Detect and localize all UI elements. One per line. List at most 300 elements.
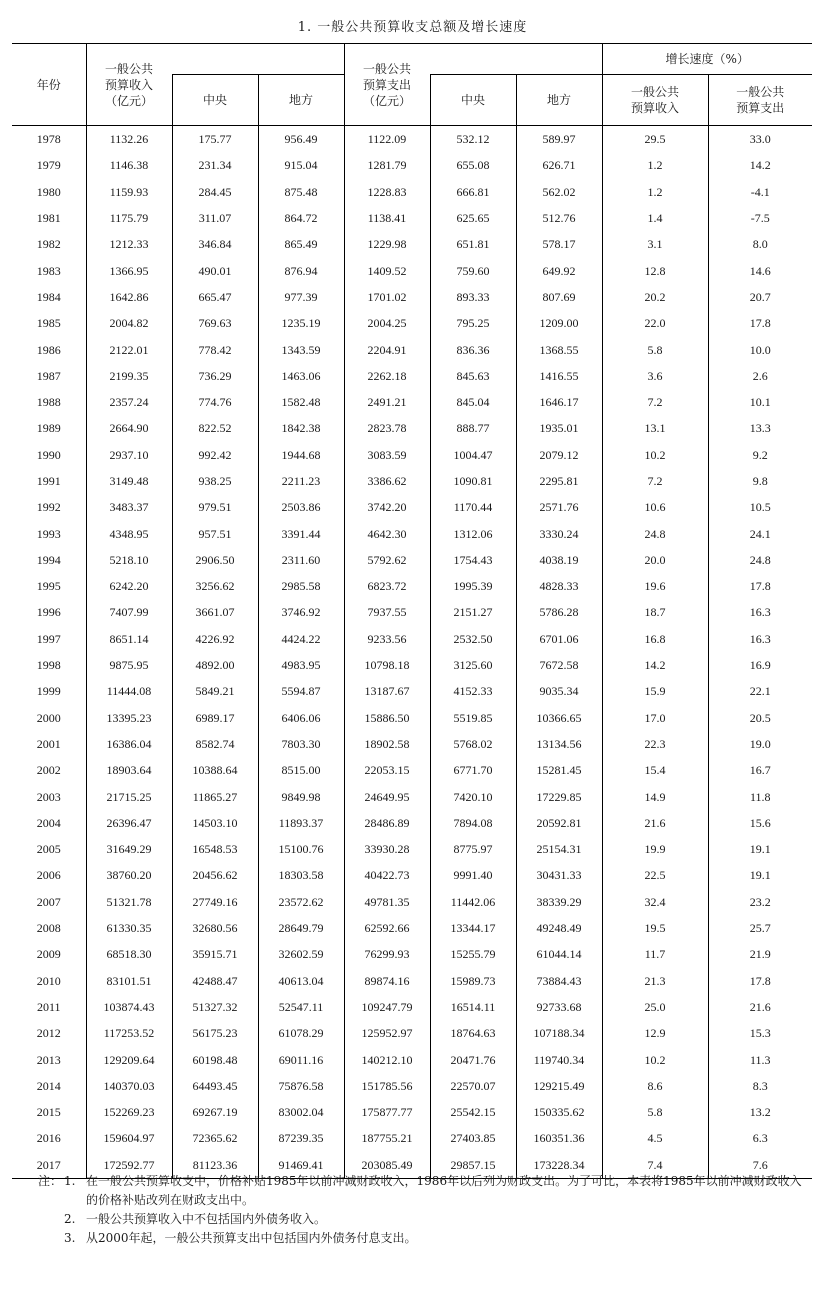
cell-expenditure-central: 532.12 bbox=[430, 126, 516, 153]
cell-year: 1980 bbox=[36, 184, 61, 199]
cell-expenditure-central: 666.81 bbox=[430, 179, 516, 205]
cell-expenditure-local: 4828.33 bbox=[516, 573, 602, 599]
table-row bbox=[12, 520, 812, 546]
cell-expenditure-central: 25542.15 bbox=[430, 1099, 516, 1125]
table-row bbox=[12, 994, 812, 1020]
cell-revenue-local: 83002.04 bbox=[258, 1099, 344, 1125]
table-row bbox=[12, 415, 812, 441]
cell-expenditure: 175877.77 bbox=[344, 1099, 430, 1125]
cell-expenditure-local: 4038.19 bbox=[516, 547, 602, 573]
cell-revenue: 4348.95 bbox=[86, 520, 172, 546]
header-expenditure-group bbox=[430, 44, 602, 75]
footnote-1 bbox=[38, 1172, 813, 1210]
cell-year: 1989 bbox=[36, 421, 61, 436]
cell-expenditure-local: 173228.34 bbox=[516, 1152, 602, 1179]
cell-year: 1994 bbox=[36, 552, 61, 567]
table-row bbox=[12, 468, 812, 494]
cell-revenue-local: 75876.58 bbox=[258, 1073, 344, 1099]
cell-expenditure: 140212.10 bbox=[344, 1046, 430, 1072]
header-revenue-local: 地方 bbox=[258, 75, 344, 126]
cell-growth-expenditure: 11.3 bbox=[708, 1046, 812, 1072]
cell-revenue-local: 2503.86 bbox=[258, 494, 344, 520]
cell-revenue-local: 865.49 bbox=[258, 231, 344, 257]
cell-revenue-local: 23572.62 bbox=[258, 889, 344, 915]
cell-revenue-central: 72365.62 bbox=[172, 1125, 258, 1151]
cell-revenue-local: 3391.44 bbox=[258, 520, 344, 546]
cell-year: 1995 bbox=[36, 579, 61, 594]
cell-growth-revenue: 7.2 bbox=[602, 389, 708, 415]
cell-expenditure-central: 759.60 bbox=[430, 257, 516, 283]
cell-revenue-local: 40613.04 bbox=[258, 968, 344, 994]
footnote-3 bbox=[38, 1229, 813, 1248]
cell-expenditure-local: 1935.01 bbox=[516, 415, 602, 441]
cell-growth-revenue: 20.0 bbox=[602, 547, 708, 573]
cell-growth-revenue: 22.0 bbox=[602, 310, 708, 336]
cell-year: 1991 bbox=[36, 474, 61, 488]
cell-expenditure-local: 2079.12 bbox=[516, 442, 602, 468]
cell-growth-expenditure: 10.0 bbox=[708, 336, 812, 362]
table-row bbox=[12, 968, 812, 994]
cell-revenue-central: 979.51 bbox=[172, 494, 258, 520]
cell-expenditure-local: 10366.65 bbox=[516, 705, 602, 731]
header-expenditure-local: 地方 bbox=[516, 75, 602, 126]
cell-growth-expenditure: 14.2 bbox=[708, 152, 812, 178]
table-row bbox=[12, 889, 812, 915]
cell-expenditure-local: 73884.43 bbox=[516, 968, 602, 994]
cell-expenditure-central: 1754.43 bbox=[430, 547, 516, 573]
cell-revenue: 31649.29 bbox=[86, 836, 172, 862]
cell-revenue-central: 81123.36 bbox=[172, 1152, 258, 1179]
cell-growth-revenue: 1.2 bbox=[602, 152, 708, 178]
cell-growth-revenue: 3.6 bbox=[602, 363, 708, 389]
cell-revenue-central: 27749.16 bbox=[172, 889, 258, 915]
table-row bbox=[12, 179, 812, 205]
footnote-number: 3. bbox=[64, 1231, 76, 1245]
cell-growth-revenue: 3.1 bbox=[602, 231, 708, 257]
cell-year: 2009 bbox=[36, 947, 61, 962]
cell-growth-expenditure: 17.8 bbox=[708, 573, 812, 599]
cell-growth-revenue: 19.5 bbox=[602, 915, 708, 941]
cell-expenditure-local: 15281.45 bbox=[516, 757, 602, 783]
table-row bbox=[12, 915, 812, 941]
cell-year: 1979 bbox=[36, 158, 61, 173]
cell-revenue-central: 490.01 bbox=[172, 257, 258, 283]
table-row bbox=[12, 731, 812, 757]
cell-revenue: 7407.99 bbox=[86, 599, 172, 625]
table-row bbox=[12, 1073, 812, 1099]
table-row bbox=[12, 284, 812, 310]
cell-revenue: 3483.37 bbox=[86, 494, 172, 520]
cell-revenue: 8651.14 bbox=[86, 626, 172, 652]
cell-growth-revenue: 12.9 bbox=[602, 1020, 708, 1046]
cell-growth-expenditure: 20.5 bbox=[708, 705, 812, 731]
cell-expenditure: 3083.59 bbox=[344, 442, 430, 468]
cell-revenue-local: 7803.30 bbox=[258, 731, 344, 757]
cell-expenditure: 15886.50 bbox=[344, 705, 430, 731]
cell-revenue: 1642.86 bbox=[86, 284, 172, 310]
cell-expenditure-central: 22570.07 bbox=[430, 1073, 516, 1099]
footnote-2 bbox=[38, 1210, 813, 1229]
cell-expenditure-central: 6771.70 bbox=[430, 757, 516, 783]
cell-revenue: 11444.08 bbox=[86, 678, 172, 704]
cell-revenue-central: 14503.10 bbox=[172, 810, 258, 836]
cell-year: 2005 bbox=[36, 842, 61, 857]
cell-expenditure-central: 3125.60 bbox=[430, 652, 516, 678]
cell-year: 1985 bbox=[36, 316, 61, 331]
cell-growth-revenue: 21.6 bbox=[602, 810, 708, 836]
table-row bbox=[12, 1125, 812, 1151]
cell-growth-expenditure: 33.0 bbox=[708, 126, 812, 153]
cell-year: 1999 bbox=[36, 684, 61, 699]
cell-expenditure: 1138.41 bbox=[344, 205, 430, 231]
cell-year: 2006 bbox=[36, 868, 61, 883]
cell-revenue: 61330.35 bbox=[86, 915, 172, 941]
cell-revenue-local: 18303.58 bbox=[258, 862, 344, 888]
cell-revenue-local: 956.49 bbox=[258, 126, 344, 153]
table-row bbox=[12, 705, 812, 731]
cell-expenditure: 9233.56 bbox=[344, 626, 430, 652]
cell-growth-revenue: 21.3 bbox=[602, 968, 708, 994]
cell-revenue-central: 2906.50 bbox=[172, 547, 258, 573]
cell-revenue-local: 8515.00 bbox=[258, 757, 344, 783]
table-row bbox=[12, 231, 812, 257]
cell-expenditure-central: 1170.44 bbox=[430, 494, 516, 520]
cell-revenue-local: 9849.98 bbox=[258, 783, 344, 809]
table-row bbox=[12, 678, 812, 704]
cell-revenue-central: 6989.17 bbox=[172, 705, 258, 731]
cell-expenditure-central: 27403.85 bbox=[430, 1125, 516, 1151]
cell-expenditure-local: 1368.55 bbox=[516, 336, 602, 362]
cell-revenue-local: 4983.95 bbox=[258, 652, 344, 678]
cell-year: 2013 bbox=[36, 1052, 61, 1067]
table-row bbox=[12, 626, 812, 652]
cell-year: 1993 bbox=[36, 526, 61, 541]
table-row bbox=[12, 783, 812, 809]
cell-revenue-local: 32602.59 bbox=[258, 941, 344, 967]
cell-expenditure-local: 61044.14 bbox=[516, 941, 602, 967]
cell-revenue-central: 64493.45 bbox=[172, 1073, 258, 1099]
cell-growth-expenditure: 16.9 bbox=[708, 652, 812, 678]
cell-revenue: 140370.03 bbox=[86, 1073, 172, 1099]
table-row bbox=[12, 389, 812, 415]
cell-expenditure-local: 5786.28 bbox=[516, 599, 602, 625]
cell-expenditure-local: 562.02 bbox=[516, 179, 602, 205]
cell-expenditure-central: 836.36 bbox=[430, 336, 516, 362]
cell-growth-expenditure: 23.2 bbox=[708, 889, 812, 915]
cell-expenditure-central: 2151.27 bbox=[430, 599, 516, 625]
table-row bbox=[12, 599, 812, 625]
cell-year: 2014 bbox=[36, 1078, 61, 1093]
cell-expenditure: 2204.91 bbox=[344, 336, 430, 362]
footnote-text: 在一般公共预算收支中，价格补贴1985年以前冲减财政收入，1986年以后列为财政支出。为了可比，本表将1985年以前冲减财政收入的价格补贴改列在财政支出中。 bbox=[86, 1174, 802, 1207]
cell-revenue-local: 977.39 bbox=[258, 284, 344, 310]
header-revenue-group bbox=[172, 44, 344, 75]
cell-revenue-central: 822.52 bbox=[172, 415, 258, 441]
cell-growth-expenditure: 19.0 bbox=[708, 731, 812, 757]
cell-expenditure-local: 512.76 bbox=[516, 205, 602, 231]
cell-expenditure-central: 29857.15 bbox=[430, 1152, 516, 1179]
cell-revenue-local: 5594.87 bbox=[258, 678, 344, 704]
cell-growth-expenditure: -4.1 bbox=[708, 179, 812, 205]
cell-year: 2015 bbox=[36, 1105, 61, 1120]
cell-revenue-central: 69267.19 bbox=[172, 1099, 258, 1125]
cell-revenue-local: 11893.37 bbox=[258, 810, 344, 836]
cell-revenue-local: 1582.48 bbox=[258, 389, 344, 415]
cell-revenue: 1175.79 bbox=[86, 205, 172, 231]
cell-expenditure-local: 1416.55 bbox=[516, 363, 602, 389]
cell-growth-expenditure: 17.8 bbox=[708, 310, 812, 336]
cell-expenditure-local: 626.71 bbox=[516, 152, 602, 178]
cell-revenue-central: 284.45 bbox=[172, 179, 258, 205]
cell-revenue-local: 69011.16 bbox=[258, 1046, 344, 1072]
header-growth-expenditure: 一般公共 预算支出 bbox=[708, 75, 812, 126]
cell-expenditure: 6823.72 bbox=[344, 573, 430, 599]
cell-revenue: 2664.90 bbox=[86, 415, 172, 441]
cell-revenue: 16386.04 bbox=[86, 731, 172, 757]
cell-expenditure-central: 15989.73 bbox=[430, 968, 516, 994]
cell-revenue-central: 3661.07 bbox=[172, 599, 258, 625]
cell-revenue: 5218.10 bbox=[86, 547, 172, 573]
cell-growth-revenue: 10.2 bbox=[602, 442, 708, 468]
cell-growth-expenditure: 9.8 bbox=[708, 468, 812, 494]
cell-expenditure-central: 16514.11 bbox=[430, 994, 516, 1020]
cell-expenditure-local: 160351.36 bbox=[516, 1125, 602, 1151]
cell-expenditure-local: 107188.34 bbox=[516, 1020, 602, 1046]
cell-year: 2011 bbox=[36, 999, 61, 1014]
cell-revenue-central: 938.25 bbox=[172, 468, 258, 494]
cell-revenue-central: 346.84 bbox=[172, 231, 258, 257]
header-expenditure: 一般公共 预算支出 （亿元） bbox=[344, 44, 430, 126]
table-body bbox=[12, 126, 812, 1179]
cell-expenditure-central: 13344.17 bbox=[430, 915, 516, 941]
cell-year: 1978 bbox=[36, 132, 61, 147]
cell-revenue-local: 915.04 bbox=[258, 152, 344, 178]
cell-expenditure: 3386.62 bbox=[344, 468, 430, 494]
cell-expenditure-central: 9991.40 bbox=[430, 862, 516, 888]
cell-growth-revenue: 18.7 bbox=[602, 599, 708, 625]
cell-year: 2007 bbox=[36, 894, 61, 909]
cell-revenue-central: 231.34 bbox=[172, 152, 258, 178]
cell-growth-revenue: 14.9 bbox=[602, 783, 708, 809]
cell-revenue-local: 1235.19 bbox=[258, 310, 344, 336]
cell-expenditure: 1122.09 bbox=[344, 126, 430, 153]
cell-expenditure: 28486.89 bbox=[344, 810, 430, 836]
cell-expenditure-central: 7420.10 bbox=[430, 783, 516, 809]
cell-expenditure-local: 1646.17 bbox=[516, 389, 602, 415]
cell-revenue-central: 51327.32 bbox=[172, 994, 258, 1020]
cell-revenue-central: 10388.64 bbox=[172, 757, 258, 783]
cell-expenditure: 2823.78 bbox=[344, 415, 430, 441]
cell-growth-expenditure: 7.6 bbox=[708, 1152, 812, 1179]
cell-growth-expenditure: 21.9 bbox=[708, 941, 812, 967]
cell-revenue-central: 4892.00 bbox=[172, 652, 258, 678]
table-row bbox=[12, 1099, 812, 1125]
cell-growth-revenue: 10.6 bbox=[602, 494, 708, 520]
cell-expenditure-central: 845.63 bbox=[430, 363, 516, 389]
cell-revenue: 3149.48 bbox=[86, 468, 172, 494]
cell-expenditure-local: 119740.34 bbox=[516, 1046, 602, 1072]
cell-expenditure-local: 807.69 bbox=[516, 284, 602, 310]
cell-year: 2010 bbox=[36, 973, 61, 988]
cell-growth-expenditure: 9.2 bbox=[708, 442, 812, 468]
cell-expenditure-local: 578.17 bbox=[516, 231, 602, 257]
cell-year: 2012 bbox=[36, 1026, 61, 1041]
cell-growth-revenue: 17.0 bbox=[602, 705, 708, 731]
cell-growth-expenditure: 13.2 bbox=[708, 1099, 812, 1125]
cell-revenue-local: 52547.11 bbox=[258, 994, 344, 1020]
cell-revenue: 2199.35 bbox=[86, 363, 172, 389]
cell-year: 1981 bbox=[36, 211, 61, 226]
footnote-text: 从2000年起，一般公共预算支出中包括国内外债务付息支出。 bbox=[86, 1231, 417, 1245]
cell-expenditure-local: 150335.62 bbox=[516, 1099, 602, 1125]
cell-expenditure-local: 129215.49 bbox=[516, 1073, 602, 1099]
cell-revenue-local: 1842.38 bbox=[258, 415, 344, 441]
cell-expenditure-local: 1209.00 bbox=[516, 310, 602, 336]
cell-revenue: 2937.10 bbox=[86, 442, 172, 468]
cell-revenue: 103874.43 bbox=[86, 994, 172, 1020]
cell-expenditure-central: 5768.02 bbox=[430, 731, 516, 757]
cell-growth-expenditure: 24.1 bbox=[708, 520, 812, 546]
cell-expenditure: 4642.30 bbox=[344, 520, 430, 546]
cell-expenditure: 1229.98 bbox=[344, 231, 430, 257]
cell-revenue-local: 6406.06 bbox=[258, 705, 344, 731]
cell-expenditure: 33930.28 bbox=[344, 836, 430, 862]
cell-growth-revenue: 15.4 bbox=[602, 757, 708, 783]
cell-year: 2008 bbox=[36, 921, 61, 936]
cell-revenue-local: 3746.92 bbox=[258, 599, 344, 625]
cell-revenue-central: 5849.21 bbox=[172, 678, 258, 704]
cell-year: 1997 bbox=[36, 631, 61, 646]
table-row bbox=[12, 652, 812, 678]
cell-revenue-central: 778.42 bbox=[172, 336, 258, 362]
cell-growth-expenditure: 11.8 bbox=[708, 783, 812, 809]
cell-growth-expenditure: 10.5 bbox=[708, 494, 812, 520]
cell-revenue: 172592.77 bbox=[86, 1152, 172, 1179]
cell-year: 1983 bbox=[36, 263, 61, 278]
cell-revenue: 129209.64 bbox=[86, 1046, 172, 1072]
cell-expenditure-central: 1312.06 bbox=[430, 520, 516, 546]
cell-revenue-local: 87239.35 bbox=[258, 1125, 344, 1151]
cell-growth-revenue: 5.8 bbox=[602, 1099, 708, 1125]
cell-expenditure-local: 30431.33 bbox=[516, 862, 602, 888]
cell-growth-revenue: 1.2 bbox=[602, 179, 708, 205]
cell-growth-revenue: 7.2 bbox=[602, 468, 708, 494]
cell-expenditure-central: 625.65 bbox=[430, 205, 516, 231]
cell-expenditure-central: 651.81 bbox=[430, 231, 516, 257]
cell-expenditure-local: 7672.58 bbox=[516, 652, 602, 678]
cell-growth-revenue: 14.2 bbox=[602, 652, 708, 678]
cell-expenditure: 40422.73 bbox=[344, 862, 430, 888]
cell-expenditure-local: 20592.81 bbox=[516, 810, 602, 836]
cell-growth-revenue: 8.6 bbox=[602, 1073, 708, 1099]
cell-growth-expenditure: 10.1 bbox=[708, 389, 812, 415]
cell-expenditure: 3742.20 bbox=[344, 494, 430, 520]
table-row bbox=[12, 126, 812, 153]
cell-growth-revenue: 10.2 bbox=[602, 1046, 708, 1072]
cell-expenditure: 1409.52 bbox=[344, 257, 430, 283]
cell-revenue-central: 16548.53 bbox=[172, 836, 258, 862]
cell-expenditure: 24649.95 bbox=[344, 783, 430, 809]
cell-revenue: 1132.26 bbox=[86, 126, 172, 153]
cell-revenue: 9875.95 bbox=[86, 652, 172, 678]
cell-revenue-central: 736.29 bbox=[172, 363, 258, 389]
table-row bbox=[12, 205, 812, 231]
cell-expenditure-central: 893.33 bbox=[430, 284, 516, 310]
cell-growth-expenditure: 24.8 bbox=[708, 547, 812, 573]
cell-revenue-local: 2311.60 bbox=[258, 547, 344, 573]
footnote-number: 2. bbox=[64, 1212, 76, 1226]
cell-growth-expenditure: 19.1 bbox=[708, 836, 812, 862]
cell-revenue: 2357.24 bbox=[86, 389, 172, 415]
cell-revenue: 1366.95 bbox=[86, 257, 172, 283]
table-row bbox=[12, 152, 812, 178]
cell-growth-expenditure: 2.6 bbox=[708, 363, 812, 389]
cell-revenue-local: 28649.79 bbox=[258, 915, 344, 941]
cell-expenditure: 76299.93 bbox=[344, 941, 430, 967]
cell-revenue: 83101.51 bbox=[86, 968, 172, 994]
cell-expenditure-local: 13134.56 bbox=[516, 731, 602, 757]
cell-revenue-central: 665.47 bbox=[172, 284, 258, 310]
cell-revenue: 38760.20 bbox=[86, 862, 172, 888]
cell-growth-expenditure: 15.6 bbox=[708, 810, 812, 836]
cell-growth-expenditure: 17.8 bbox=[708, 968, 812, 994]
table-title: 1. 一般公共预算收支总额及增长速度 bbox=[297, 20, 528, 35]
cell-expenditure: 89874.16 bbox=[344, 968, 430, 994]
table-row bbox=[12, 442, 812, 468]
cell-revenue: 18903.64 bbox=[86, 757, 172, 783]
table-row bbox=[12, 494, 812, 520]
cell-expenditure: 62592.66 bbox=[344, 915, 430, 941]
footnote-lead: 注： bbox=[38, 1174, 63, 1188]
cell-growth-revenue: 32.4 bbox=[602, 889, 708, 915]
cell-expenditure-local: 649.92 bbox=[516, 257, 602, 283]
cell-year: 2004 bbox=[36, 815, 61, 830]
header-growth-revenue: 一般公共 预算收入 bbox=[602, 75, 708, 126]
cell-growth-revenue: 7.4 bbox=[602, 1152, 708, 1179]
cell-expenditure-central: 795.25 bbox=[430, 310, 516, 336]
cell-revenue: 21715.25 bbox=[86, 783, 172, 809]
cell-revenue: 2122.01 bbox=[86, 336, 172, 362]
cell-year: 1992 bbox=[36, 500, 61, 515]
cell-expenditure: 22053.15 bbox=[344, 757, 430, 783]
cell-revenue-central: 957.51 bbox=[172, 520, 258, 546]
cell-expenditure: 7937.55 bbox=[344, 599, 430, 625]
cell-growth-revenue: 5.8 bbox=[602, 336, 708, 362]
cell-revenue: 6242.20 bbox=[86, 573, 172, 599]
cell-expenditure-central: 4152.33 bbox=[430, 678, 516, 704]
cell-growth-revenue: 22.5 bbox=[602, 862, 708, 888]
cell-expenditure-local: 589.97 bbox=[516, 126, 602, 153]
table-row bbox=[12, 836, 812, 862]
cell-year: 2003 bbox=[36, 789, 61, 804]
cell-revenue-central: 992.42 bbox=[172, 442, 258, 468]
cell-year: 1988 bbox=[36, 395, 61, 410]
header-expenditure-central: 中央 bbox=[430, 75, 516, 126]
cell-expenditure: 1281.79 bbox=[344, 152, 430, 178]
cell-expenditure-central: 18764.63 bbox=[430, 1020, 516, 1046]
cell-revenue-central: 35915.71 bbox=[172, 941, 258, 967]
cell-growth-revenue: 29.5 bbox=[602, 126, 708, 153]
footnote-text: 一般公共预算收入中不包括国内外债务收入。 bbox=[86, 1212, 327, 1226]
cell-revenue-local: 875.48 bbox=[258, 179, 344, 205]
cell-revenue-local: 61078.29 bbox=[258, 1020, 344, 1046]
cell-expenditure: 13187.67 bbox=[344, 678, 430, 704]
cell-expenditure: 18902.58 bbox=[344, 731, 430, 757]
cell-revenue-central: 11865.27 bbox=[172, 783, 258, 809]
cell-expenditure: 1701.02 bbox=[344, 284, 430, 310]
cell-expenditure-central: 5519.85 bbox=[430, 705, 516, 731]
cell-growth-revenue: 16.8 bbox=[602, 626, 708, 652]
